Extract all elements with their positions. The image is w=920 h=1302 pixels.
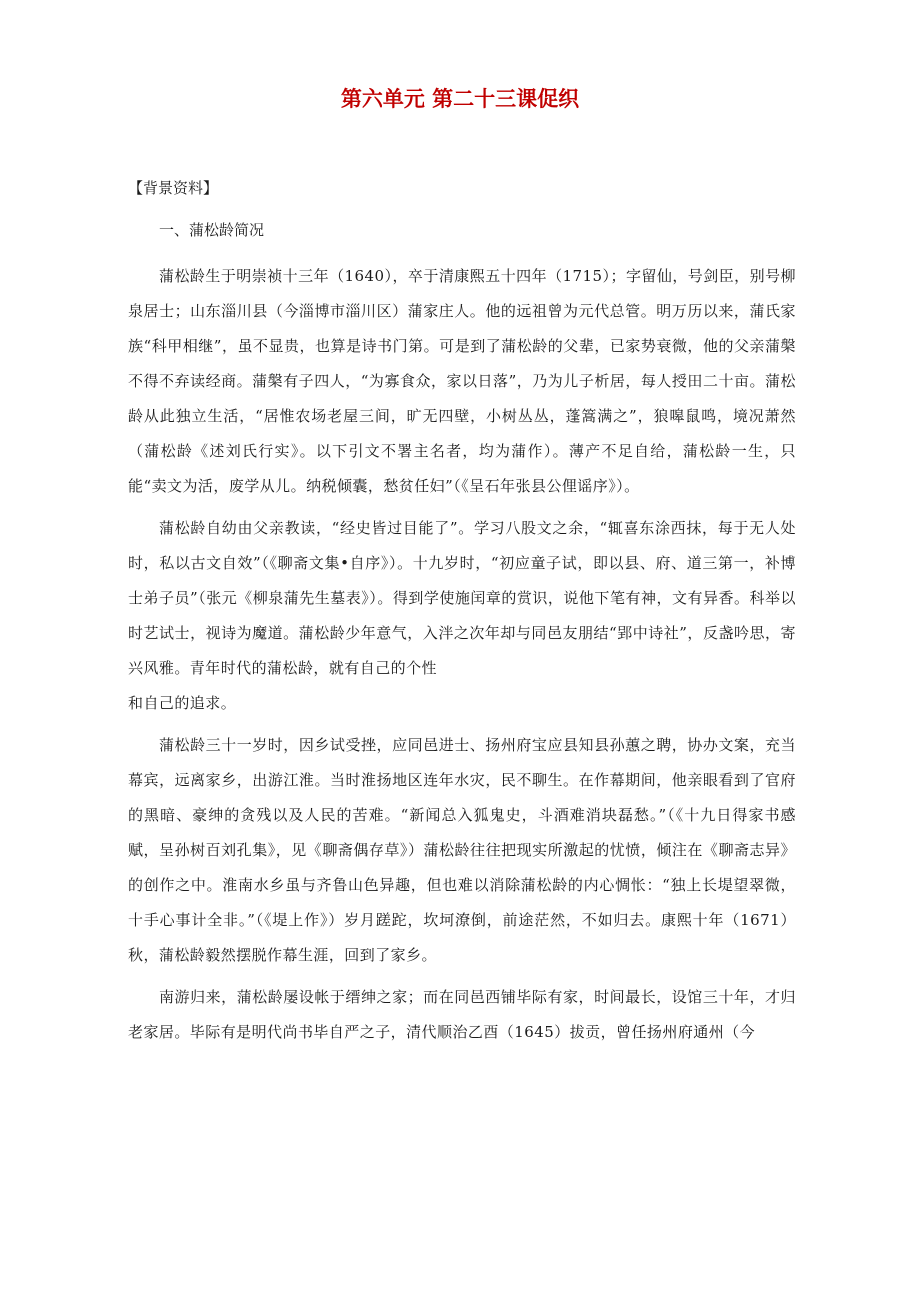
- paragraph-1: 蒲松龄生于明崇祯十三年（1640），卒于清康熙五十四年（1715）；字留仙，号剑臣，别号柳泉居士；山东淄川县（今淄博市淄川区）蒲家庄人。他的远祖曾为元代总管。明万历以来，蒲氏家族“科甲相继”，虽不显贵，也算是诗书门第。可是到了蒲松龄的父辈，已家势衰微，他的父亲蒲槃不得不弃读经商。蒲槃有子四人，“为寡食众，家以日落”，乃为儿子析居，每人授田二十亩。蒲松龄从此独立生活，“居惟农场老屋三间，旷无四壁，小树丛丛，蓬篙满之”，狼嗥鼠鸣，境况萧然（蒲松龄《述刘氏行实》。以下引文不署主名者，均为蒲作）。薄产不足自给，蒲松龄一生，只能“卖文为活，废学从儿。纳税倾囊，愁贫任妇”（《呈石年张县公俚谣序》）。: [128, 267, 796, 495]
- sub-heading: 一、蒲松龄简况: [159, 221, 265, 239]
- body-text: [128, 259, 796, 1057]
- paragraph-2: 蒲松龄自幼由父亲教读，“经史皆过目能了”。学习八股文之余，“辄喜东涂西抹，每于无人处时，私以古文自效”（《聊斋文集•自序》）。十九岁时，“初应童子试，即以县、府、道三第一，补博士弟子员”（张元《柳泉蒲先生墓表》）。得到学使施闰章的赏识，说他下笔有神，文有异香。科举以时艺试士，视诗为魔道。蒲松龄少年意气，入泮之次年却与同邑友朋结“郢中诗社”，反盏吟思，寄兴风雅。青年时代的蒲松龄，就有自己的个性: [128, 519, 796, 677]
- section-tag: 【背景资料】: [128, 179, 219, 197]
- paragraph-3: 蒲松龄三十一岁时，因乡试受挫，应同邑进士、扬州府宝应县知县孙蕙之聘，协办文案，充当幕宾，远离家乡，出游江淮。当时淮扬地区连年水灾，民不聊生。在作幕期间，他亲眼看到了官府的黑暗、豪绅的贪残以及人民的苦难。“新闻总入狐鬼史，斗酒难消块磊愁。”（《十九日得家书感赋，呈孙树百刘孔集》，见《聊斋偶存草》）蒲松龄往往把现实所激起的忧愤，倾注在《聊斋志异》的创作之中。淮南水乡虽与齐鲁山色异趣，但也难以消除蒲松龄的内心惆怅：“独上长堤望翠微，十手心事计全非。”（《堤上作》）岁月蹉跎，坎坷潦倒，前途茫然，不如归去。康熙十年（1671）秋，蒲松龄毅然摆脱作幕生涯，回到了家乡。: [128, 736, 796, 964]
- paragraph-2-continuation: 和自己的追求。: [128, 694, 237, 712]
- paragraph-4: 南游归来，蒲松龄屡设帐于缙绅之家；而在同邑西铺毕际有家，时间最长，设馆三十年，才归老家居。毕际有是明代尚书毕自严之子，清代顺治乙酉（1645）拔贡，曾任扬州府通州（今: [128, 988, 796, 1041]
- page-title: 第六单元 第二十三课促织: [340, 86, 580, 111]
